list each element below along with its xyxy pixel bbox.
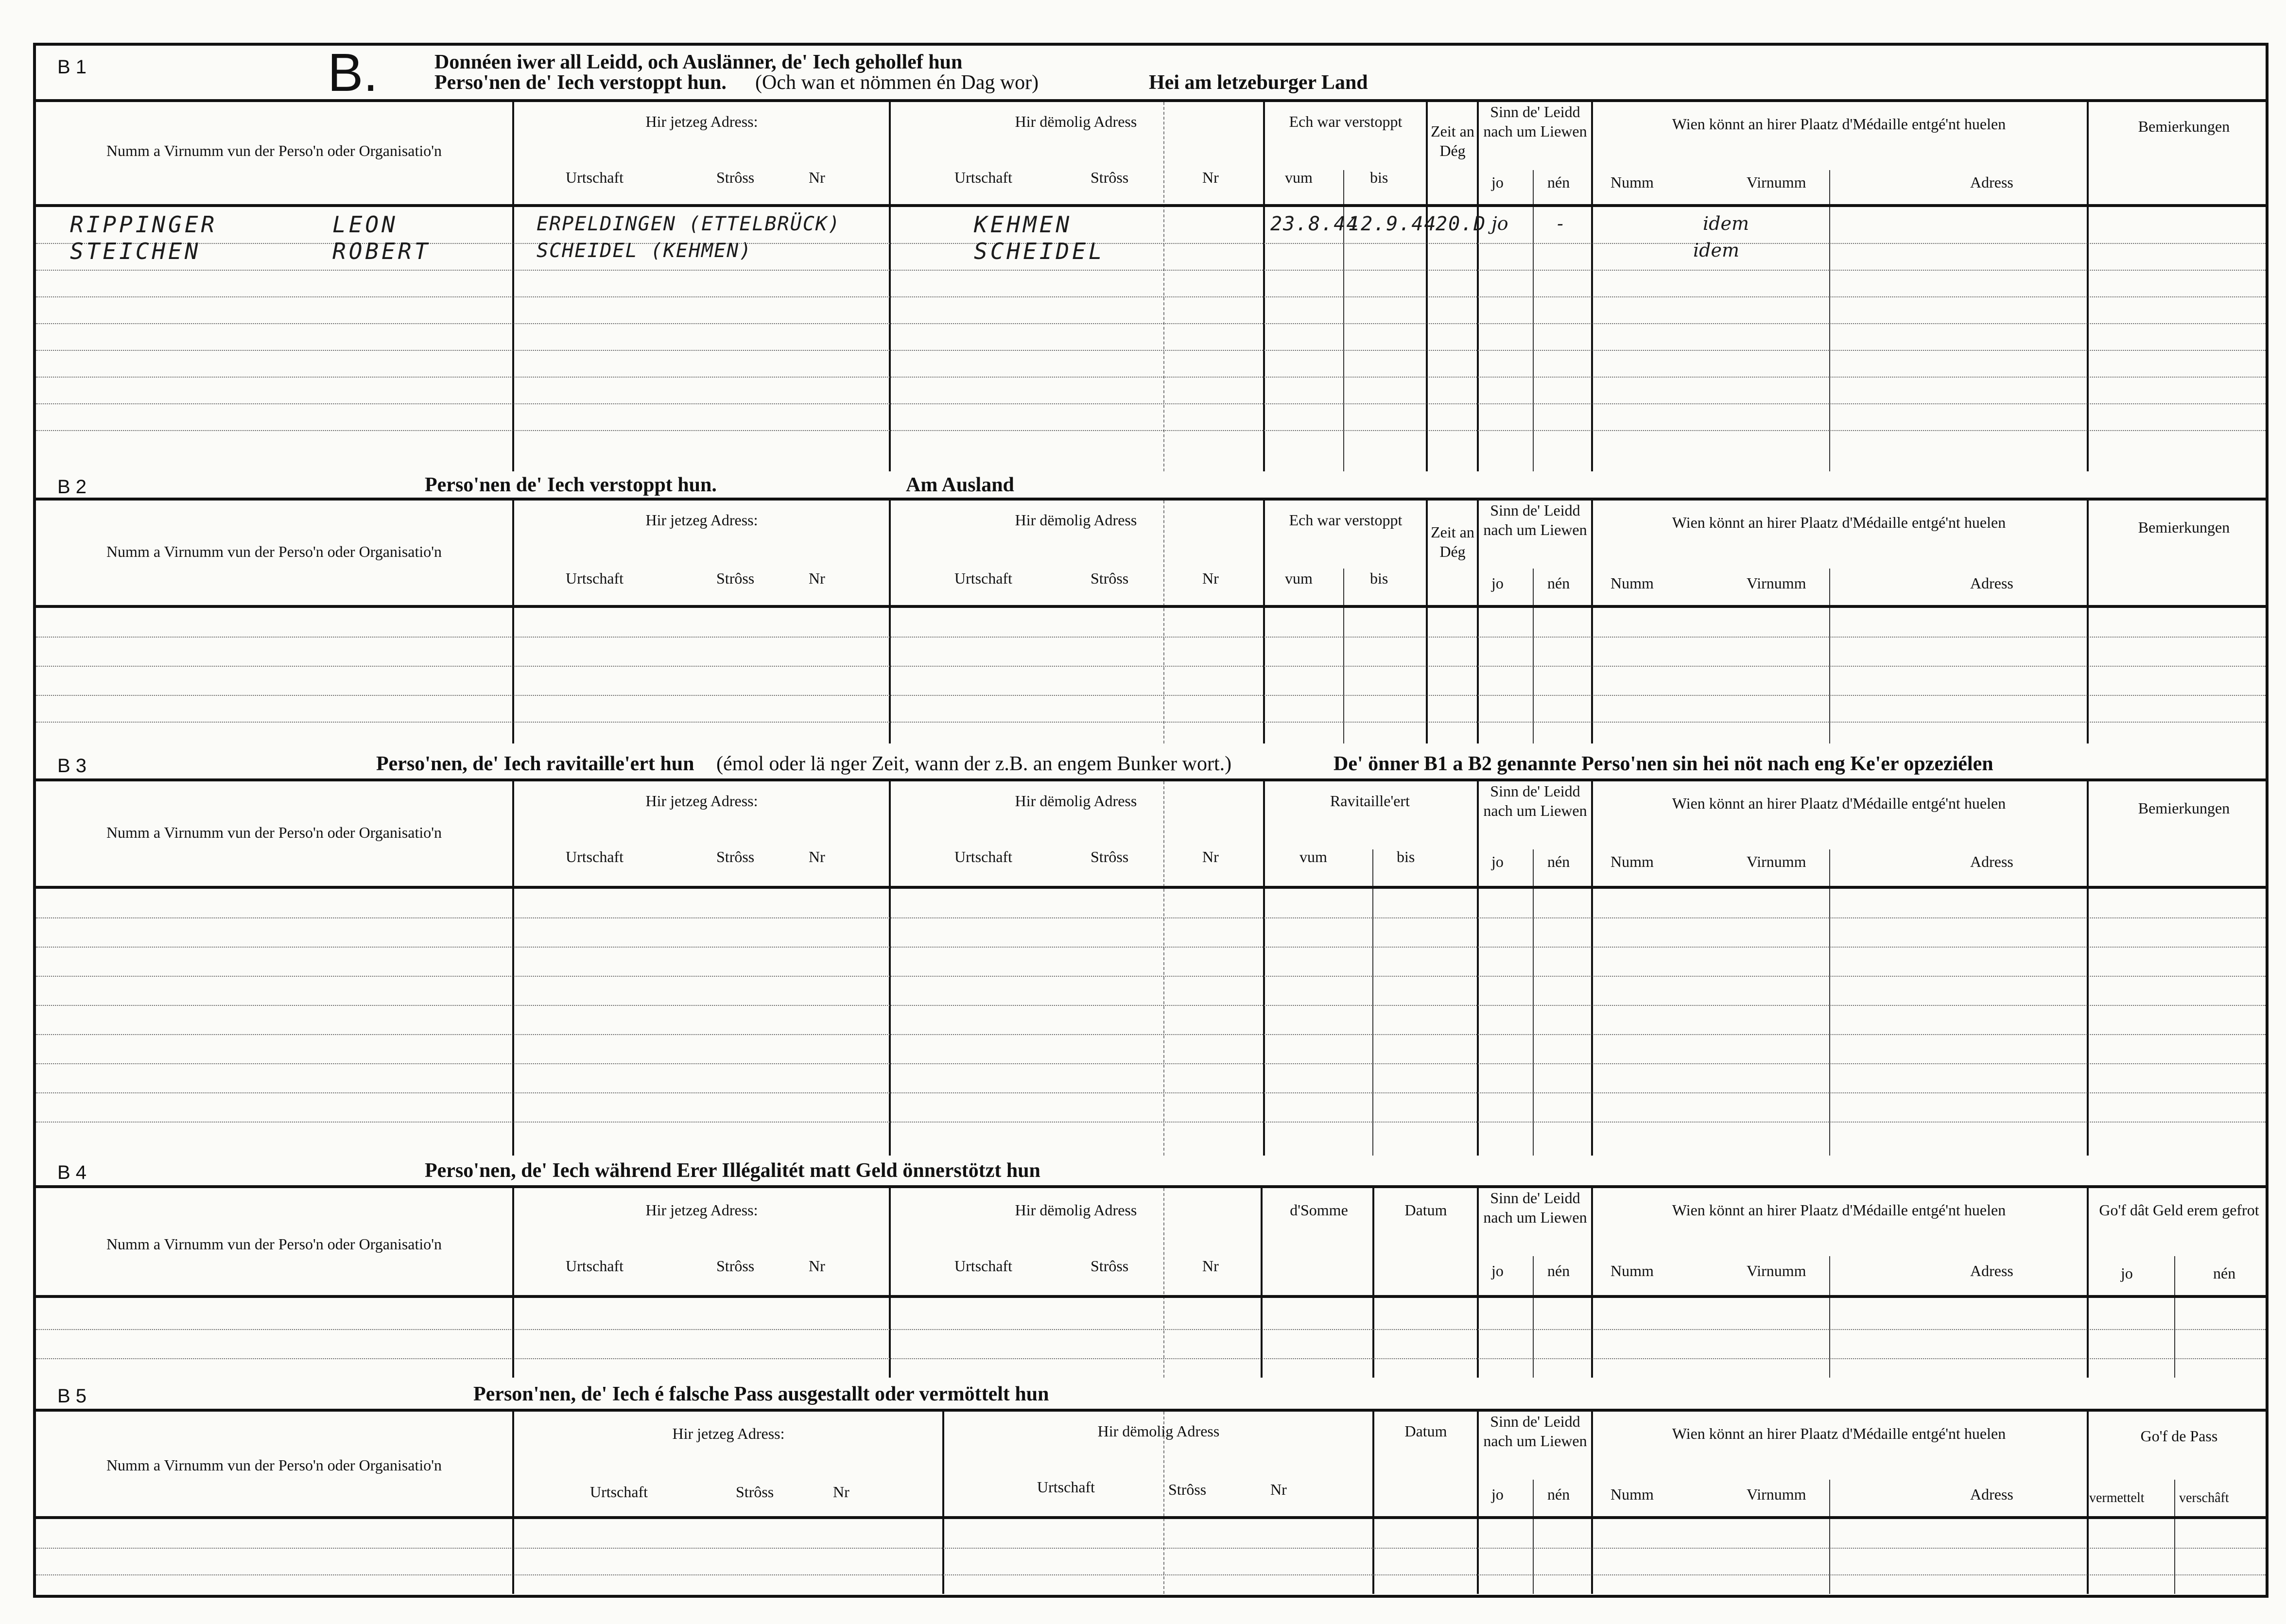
entry-former-address: SCHEIDEL xyxy=(974,238,1105,264)
header-bis: bis xyxy=(1397,848,1415,865)
header-ortschaft: Urtschaft xyxy=(954,169,1013,186)
section-title: Person'nen, de' Iech é falsche Pass ausgestallt oder vermöttelt hun xyxy=(473,1383,1049,1405)
entry-first-name: ROBERT xyxy=(332,238,431,264)
header-ortschaft: Urtschaft xyxy=(566,570,624,587)
header-money-gift: Go'f dât Geld erem gefrot xyxy=(2099,1201,2259,1219)
header-nr: Nr xyxy=(809,169,825,186)
header-remarks: Bemierkungen xyxy=(2138,799,2230,817)
header-remarks: Bemierkungen xyxy=(2138,118,2230,135)
header-nen: nén xyxy=(2213,1264,2236,1282)
header-jo: jo xyxy=(1491,1486,1504,1503)
header-bis: bis xyxy=(1370,570,1388,587)
header-nr: Nr xyxy=(809,848,825,865)
header-stross: Strôss xyxy=(716,570,755,587)
header-ortschaft: Urtschaft xyxy=(954,570,1013,587)
section-title-right: Hei am letzeburger Land xyxy=(1149,71,1368,94)
header-former-address: Hir dëmolig Adress xyxy=(1015,1201,1137,1219)
entry-name: STEICHEN xyxy=(70,238,201,264)
entry-bis: 12.9.44 xyxy=(1348,213,1437,235)
header-ortschaft: Urtschaft xyxy=(1037,1478,1095,1496)
header-stross: Strôss xyxy=(1091,1257,1129,1275)
header-jo: jo xyxy=(2121,1264,2133,1282)
entry-first-name: LEON xyxy=(332,211,398,238)
header-adress: Adress xyxy=(1970,574,2013,592)
header-name: Numm a Virnumm vun der Perso'n oder Organisatio'n xyxy=(106,142,442,159)
b2-table xyxy=(36,498,2266,743)
header-stross: Strôss xyxy=(716,169,755,186)
section-b4 xyxy=(36,1156,2266,1384)
header-vum: vum xyxy=(1285,570,1313,587)
form-page xyxy=(33,43,2269,1598)
header-nr: Nr xyxy=(809,1257,825,1275)
section-title: Perso'nen, de' Iech ravitaille'ert hun xyxy=(376,753,694,775)
header-datum: Datum xyxy=(1404,1422,1447,1440)
header-nen: nén xyxy=(1547,853,1570,870)
header-former-address: Hir dëmolig Adress xyxy=(1015,792,1137,810)
section-code: B 5 xyxy=(57,1385,87,1407)
header-former-address: Hir dëmolig Adress xyxy=(1015,511,1137,529)
header-stross: Strôss xyxy=(1091,570,1129,587)
header-jo: jo xyxy=(1491,1262,1504,1279)
header-stross: Strôss xyxy=(1091,848,1129,865)
header-stross: Strôss xyxy=(1168,1481,1207,1498)
header-virnumm: Virnumm xyxy=(1747,1262,1806,1279)
header-bis: bis xyxy=(1370,169,1388,186)
header-sum: d'Somme xyxy=(1290,1201,1348,1219)
header-ortschaft: Urtschaft xyxy=(590,1483,648,1501)
entry-jo: jo xyxy=(1491,213,1508,234)
entry-name: RIPPINGER xyxy=(70,211,218,238)
header-vum: vum xyxy=(1299,848,1327,865)
b1-table xyxy=(36,99,2266,471)
header-current-address: Hir jetzeg Adress: xyxy=(645,1201,758,1219)
header-current-address: Hir jetzeg Adress: xyxy=(645,792,758,810)
header-virnumm: Virnumm xyxy=(1747,173,1806,191)
section-title-right: Am Ausland xyxy=(906,474,1014,496)
entry-medal: idem xyxy=(1693,240,1739,261)
header-alive: Sinn de' Leidd nach um Liewen xyxy=(1483,1413,1587,1450)
header-ortschaft: Urtschaft xyxy=(566,1257,624,1275)
header-nr: Nr xyxy=(1202,1257,1219,1275)
header-medal: Wien könnt an hirer Plaatz d'Médaille entgé'nt huelen xyxy=(1672,1425,2006,1442)
header-numm: Numm xyxy=(1611,1486,1654,1503)
b5-table xyxy=(36,1409,2266,1594)
b3-table xyxy=(36,778,2266,1156)
header-nr: Nr xyxy=(809,570,825,587)
section-b3 xyxy=(36,749,2266,1167)
header-medal: Wien könnt an hirer Plaatz d'Médaille entgé'nt huelen xyxy=(1672,795,2006,812)
header-alive: Sinn de' Leidd nach um Liewen xyxy=(1483,501,1587,538)
header-adress: Adress xyxy=(1970,1262,2013,1279)
header-hidden: Ech war verstoppt xyxy=(1289,511,1403,529)
header-current-address: Hir jetzeg Adress: xyxy=(645,113,758,130)
header-nr: Nr xyxy=(1202,169,1219,186)
header-alive: Sinn de' Leidd nach um Liewen xyxy=(1483,782,1587,819)
header-numm: Numm xyxy=(1611,853,1654,870)
header-nen: nén xyxy=(1547,173,1570,191)
header-medal: Wien könnt an hirer Plaatz d'Médaille entgé'nt huelen xyxy=(1672,1201,2006,1219)
header-ortschaft: Urtschaft xyxy=(566,848,624,865)
header-stross: Strôss xyxy=(716,848,755,865)
header-stross: Strôss xyxy=(716,1257,755,1275)
header-current-address: Hir jetzeg Adress: xyxy=(645,511,758,529)
header-medal: Wien könnt an hirer Plaatz d'Médaille entgé'nt huelen xyxy=(1672,115,2006,133)
section-code: B 4 xyxy=(57,1162,87,1183)
header-nen: nén xyxy=(1547,1262,1570,1279)
section-title-right: De' önner B1 a B2 genannte Perso'nen sin hei nöt nach eng Ke'er opzeziélen xyxy=(1334,753,1993,775)
header-virnumm: Virnumm xyxy=(1747,853,1806,870)
header-vermettelt: vermettelt xyxy=(2089,1490,2145,1505)
header-alive: Sinn de' Leidd nach um Liewen xyxy=(1483,103,1587,140)
entry-former-address: KEHMEN xyxy=(974,211,1073,238)
header-zeit: Zeit an Dég xyxy=(1431,122,1474,159)
header-name: Numm a Virnumm vun der Perso'n oder Organisatio'n xyxy=(106,1235,442,1253)
entry-medal: idem xyxy=(1703,213,1749,234)
section-title: Perso'nen de' Iech verstoppt hun. xyxy=(425,474,717,496)
header-ortschaft: Urtschaft xyxy=(566,169,624,186)
header-jo: jo xyxy=(1491,173,1504,191)
header-numm: Numm xyxy=(1611,173,1654,191)
b4-table xyxy=(36,1185,2266,1378)
header-former-address: Hir dëmolig Adress xyxy=(1015,113,1137,130)
header-nr: Nr xyxy=(1270,1481,1287,1498)
header-adress: Adress xyxy=(1970,173,2013,191)
entry-current-address: SCHEIDEL (KEHMEN) xyxy=(537,240,752,262)
header-jo: jo xyxy=(1491,574,1504,592)
header-datum: Datum xyxy=(1404,1201,1447,1219)
entry-nen: - xyxy=(1557,213,1563,234)
header-name: Numm a Virnumm vun der Perso'n oder Organisatio'n xyxy=(106,543,442,560)
section-title-line1: Donnéen iwer all Leidd, och Auslänner, de' Iech gehollef hun xyxy=(434,51,963,73)
header-alive: Sinn de' Leidd nach um Liewen xyxy=(1483,1189,1587,1226)
header-nr: Nr xyxy=(1202,570,1219,587)
section-b1 xyxy=(36,43,2266,473)
section-title-line2: Perso'nen de' Iech verstoppt hun. xyxy=(434,71,727,94)
header-verschaft: verschâft xyxy=(2179,1490,2229,1505)
header-zeit: Zeit an Dég xyxy=(1431,523,1474,560)
header-adress: Adress xyxy=(1970,1486,2013,1503)
entry-vum: 23.8.44 xyxy=(1270,213,1359,235)
header-adress: Adress xyxy=(1970,853,2013,870)
header-jo: jo xyxy=(1491,853,1504,870)
header-nen: nén xyxy=(1547,574,1570,592)
header-virnumm: Virnumm xyxy=(1747,1486,1806,1503)
section-title: Perso'nen, de' Iech während Erer Illégalitét matt Geld önnerstötzt hun xyxy=(425,1159,1040,1182)
header-former-address: Hir dëmolig Adress xyxy=(1097,1422,1220,1440)
header-vum: vum xyxy=(1285,169,1313,186)
header-remarks: Bemierkungen xyxy=(2138,518,2230,536)
section-b5 xyxy=(36,1380,2266,1596)
header-medal: Wien könnt an hirer Plaatz d'Médaille entgé'nt huelen xyxy=(1672,514,2006,531)
header-ortschaft: Urtschaft xyxy=(954,848,1013,865)
section-title-note: (émol oder lä nger Zeit, wann der z.B. an engem Bunker wort.) xyxy=(716,753,1232,775)
entry-current-address: ERPELDINGEN (ETTELBRÜCK) xyxy=(537,213,841,235)
header-nen: nén xyxy=(1547,1486,1570,1503)
header-name: Numm a Virnumm vun der Perso'n oder Organisatio'n xyxy=(106,1456,442,1474)
header-numm: Numm xyxy=(1611,574,1654,592)
section-code: B 2 xyxy=(57,476,87,498)
header-virnumm: Virnumm xyxy=(1747,574,1806,592)
section-title-note: (Och wan et nömmen én Dag wor) xyxy=(755,71,1039,94)
header-stross: Strôss xyxy=(736,1483,774,1501)
big-letter: B. xyxy=(328,43,378,103)
header-pass-given: Go'f de Pass xyxy=(2140,1427,2218,1445)
section-code: B 1 xyxy=(57,56,87,78)
section-code: B 3 xyxy=(57,755,87,777)
header-ortschaft: Urtschaft xyxy=(954,1257,1013,1275)
header-nr: Nr xyxy=(833,1483,849,1501)
header-supplied: Ravitaille'ert xyxy=(1330,792,1410,810)
header-current-address: Hir jetzeg Adress: xyxy=(672,1425,785,1442)
header-numm: Numm xyxy=(1611,1262,1654,1279)
header-nr: Nr xyxy=(1202,848,1219,865)
entry-days: 20.D xyxy=(1436,213,1487,235)
header-hidden: Ech war verstoppt xyxy=(1289,113,1403,130)
header-stross: Strôss xyxy=(1091,169,1129,186)
header-name: Numm a Virnumm vun der Perso'n oder Organisatio'n xyxy=(106,824,442,841)
